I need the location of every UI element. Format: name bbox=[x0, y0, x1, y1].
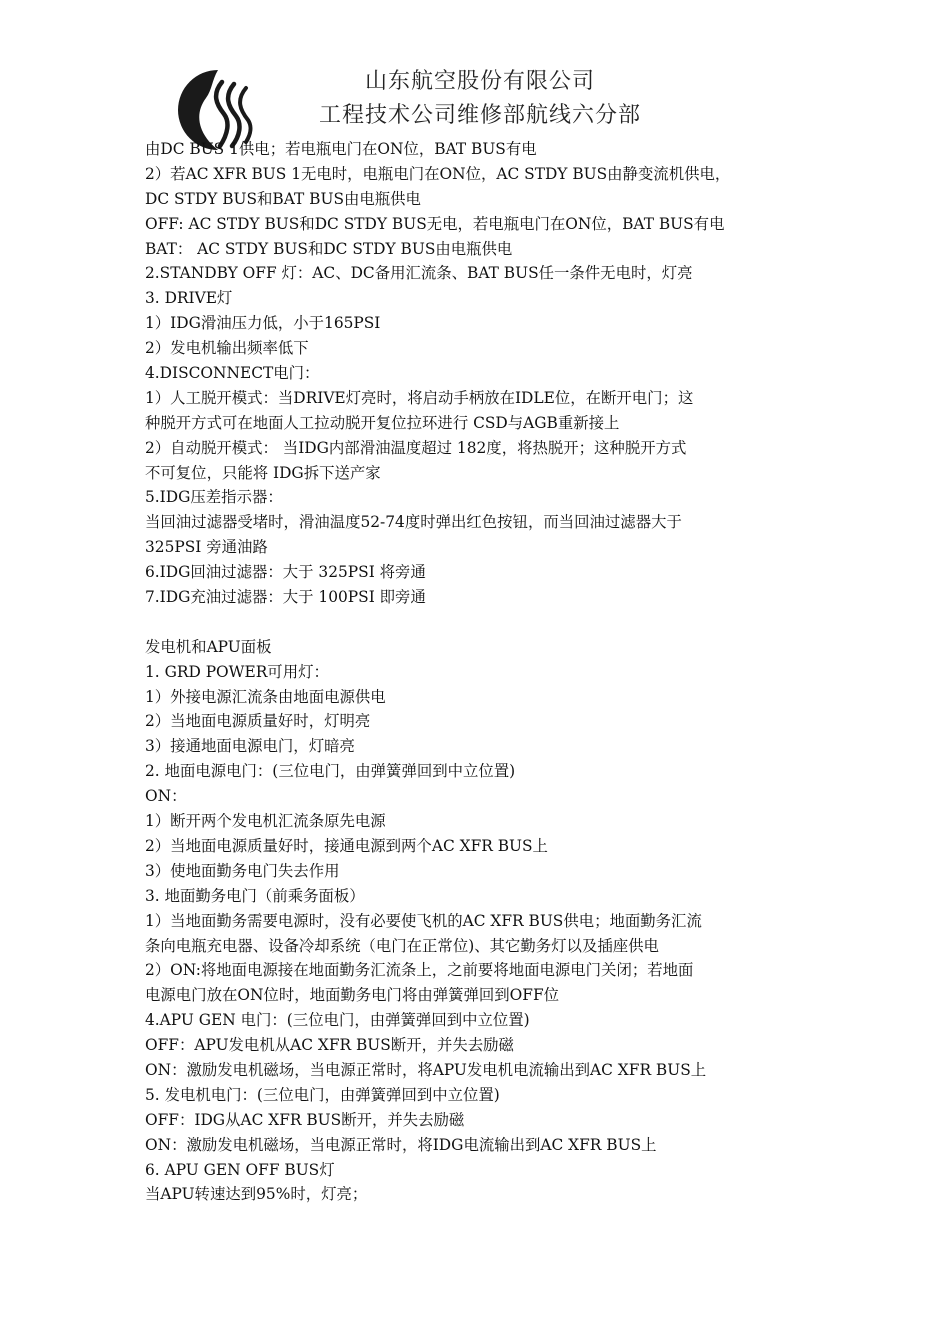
text-line: OFF: AC STDY BUS和DC STDY BUS无电，若电瓶电门在ON位，BAT BUS有电 bbox=[145, 214, 725, 233]
text-line: 6. APU GEN OFF BUS灯 bbox=[145, 1160, 335, 1179]
text-line: 不可复位，只能将 IDG拆下送产家 bbox=[145, 463, 381, 482]
text-line: 5.IDG压差指示器： bbox=[145, 488, 283, 507]
text-line: 2）当地面电源质量好时，接通电源到两个AC XFR BUS上 bbox=[145, 836, 548, 855]
text-line: 3. 地面勤务电门（前乘务面板） bbox=[145, 886, 365, 905]
text-line: ON： bbox=[145, 787, 187, 806]
text-line: 7.IDG充油过滤器：大于 100PSI 即旁通 bbox=[145, 588, 426, 607]
text-line: 2）自动脱开模式： 当IDG内部滑油温度超过 182度，将热脱开；这种脱开方式 bbox=[145, 438, 687, 457]
text-line: 1）外接电源汇流条由地面电源供电 bbox=[145, 687, 386, 706]
text-line: 发电机和APU面板 bbox=[145, 637, 272, 656]
text-line: 条向电瓶充电器、设备冷却系统（电门在正常位)、其它勤务灯以及插座供电 bbox=[145, 936, 659, 955]
text-line: 2）ON:将地面电源接在地面勤务汇流条上，之前要将地面电源电门关闭；若地面 bbox=[145, 961, 694, 980]
text-line: 6.IDG回油过滤器：大于 325PSI 将旁通 bbox=[145, 563, 426, 582]
text-line: 1）断开两个发电机汇流条原先电源 bbox=[145, 812, 386, 831]
text-line: OFF：APU发电机从AC XFR BUS断开，并失去励磁 bbox=[145, 1036, 514, 1055]
company-name: 山东航空股份有限公司 bbox=[364, 69, 595, 94]
text-line: 2. 地面电源电门：(三位电门，由弹簧弹回到中立位置) bbox=[145, 762, 516, 781]
text-line: 2）若AC XFR BUS 1无电时，电瓶电门在ON位，AC STDY BUS由静变流机供电， bbox=[145, 164, 731, 183]
text-line: ON：激励发电机磁场，当电源正常时，将IDG电流输出到AC XFR BUS上 bbox=[145, 1135, 657, 1154]
text-line: 1. GRD POWER可用灯： bbox=[145, 662, 329, 681]
text-line: 3）接通地面电源电门，灯暗亮 bbox=[145, 737, 355, 756]
text-line: 2）发电机输出频率低下 bbox=[145, 339, 309, 358]
text-line: 由DC BUS 1供电；若电瓶电门在ON位，BAT BUS有电 bbox=[145, 140, 537, 158]
text-line: BAT： AC STDY BUS和DC STDY BUS由电瓶供电 bbox=[145, 239, 513, 258]
text-line: 1）当地面勤务需要电源时，没有必要使飞机的AC XFR BUS供电；地面勤务汇流 bbox=[145, 911, 702, 930]
text-line: ON：激励发电机磁场，当电源正常时，将APU发电机电流输出到AC XFR BUS上 bbox=[145, 1060, 707, 1079]
text-line: 当APU转速达到95%时，灯亮； bbox=[145, 1185, 368, 1204]
text-line: 4.APU GEN 电门：(三位电门，由弹簧弹回到中立位置) bbox=[145, 1011, 530, 1030]
text-line: DC STDY BUS和BAT BUS由电瓶供电 bbox=[145, 189, 421, 208]
text-line: 3）使地面勤务电门失去作用 bbox=[145, 861, 340, 880]
text-line: 1）IDG滑油压力低，小于165PSI bbox=[145, 314, 381, 333]
text-line: 4.DISCONNECT电门： bbox=[145, 364, 320, 383]
blank-line bbox=[145, 610, 817, 635]
text-line: 2）当地面电源质量好时，灯明亮 bbox=[145, 712, 371, 731]
text-line: 电源电门放在ON位时，地面勤务电门将由弹簧弹回到OFF位 bbox=[145, 986, 560, 1005]
text-line: OFF：IDG从AC XFR BUS断开，并失去励磁 bbox=[145, 1110, 465, 1129]
text-line: 5. 发电机电门：(三位电门，由弹簧弹回到中立位置) bbox=[145, 1085, 500, 1104]
text-line: 种脱开方式可在地面人工拉动脱开复位拉环进行 CSD与AGB重新接上 bbox=[145, 413, 620, 432]
text-line: 当回油过滤器受堵时，滑油温度52-74度时弹出红色按钮，而当回油过滤器大于 bbox=[145, 513, 682, 532]
department-name: 工程技术公司维修部航线六分部 bbox=[318, 103, 641, 128]
text-line: 325PSI 旁通油路 bbox=[145, 538, 268, 557]
text-line: 2.STANDBY OFF 灯：AC、DC备用汇流条、BAT BUS任一条件无电时，灯亮 bbox=[145, 264, 693, 283]
document-body bbox=[145, 137, 817, 1207]
text-line: 3. DRIVE灯 bbox=[145, 289, 233, 308]
text-line: 1）人工脱开模式：当DRIVE灯亮时，将启动手柄放在IDLE位，在断开电门；这 bbox=[145, 388, 694, 407]
